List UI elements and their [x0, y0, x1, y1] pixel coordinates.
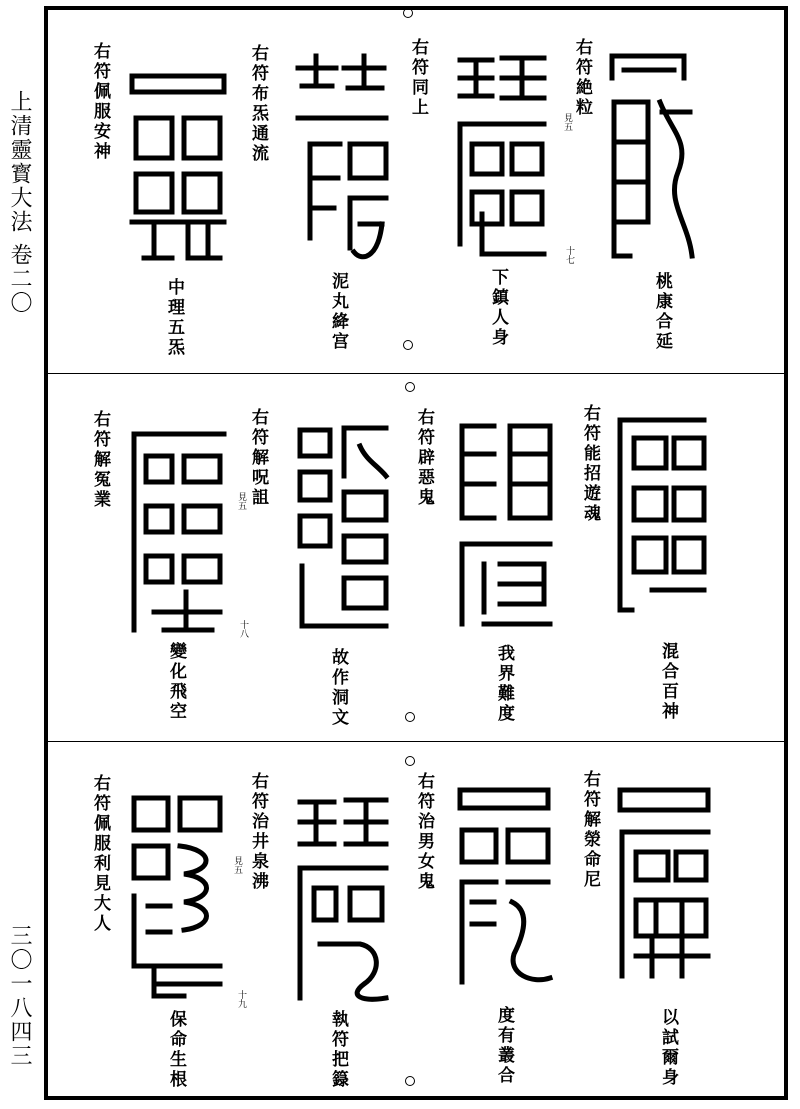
- desc-r1c1: 桃康合延: [652, 272, 672, 352]
- desc-r3c2: 度有叢合: [494, 1006, 514, 1086]
- caption-r3c1: 右符解滎命尼: [580, 770, 600, 890]
- talisman-7: [290, 416, 396, 634]
- caption-r1c3: 右符布炁通流: [248, 44, 268, 164]
- seal-circle-r3-top: [405, 756, 415, 766]
- seal-circle-r2-top: [405, 382, 415, 392]
- band-divider-1: [48, 373, 784, 374]
- desc-r3c3: 執符把籙: [328, 1010, 348, 1090]
- margin-page-number: 三〇一八四三: [7, 924, 32, 1068]
- caption-r2c3: 右符解呪詛: [248, 408, 268, 508]
- number-r3c3: 十九: [236, 990, 246, 1008]
- talisman-5: [612, 410, 712, 622]
- desc-r1c3: 泥丸絳宫: [328, 272, 348, 352]
- talisman-6: [454, 414, 558, 634]
- caption-r2c1: 右符能招遊魂: [580, 404, 600, 524]
- desc-r3c1: 以試爾身: [658, 1008, 678, 1088]
- caption-r3c2: 右符治男女鬼: [414, 772, 434, 892]
- talisman-1: [604, 42, 694, 264]
- desc-r3c4: 保命生根: [166, 1010, 186, 1090]
- margin-book-title: 上清靈寳大法 卷二〇: [7, 90, 32, 315]
- talisman-10: [452, 778, 558, 992]
- seal-circle-r1-top: [403, 8, 413, 18]
- caption-r3c3: 右符治井泉沸: [248, 772, 268, 892]
- seal-circle-r1-bottom: [403, 340, 413, 350]
- desc-r2c2: 我界難度: [494, 644, 514, 724]
- talisman-11: [290, 788, 396, 1010]
- desc-r2c4: 變化飛空: [166, 642, 186, 722]
- caption-r2c4: 右符解冤業: [90, 410, 110, 510]
- talisman-3: [290, 48, 392, 270]
- talisman-2: [452, 44, 552, 272]
- desc-r2c1: 混合百神: [658, 642, 678, 722]
- number-r2c3: 十八: [238, 620, 248, 638]
- note-r2c3: 見五: [236, 492, 246, 510]
- note-r1c1: 見五: [562, 113, 572, 131]
- talisman-8: [124, 422, 234, 638]
- number-r1c1: 十七: [564, 246, 574, 264]
- caption-r2c2: 右符辟惡鬼: [414, 408, 434, 508]
- desc-r1c4: 中理五炁: [164, 278, 184, 358]
- talisman-12: [124, 786, 234, 1004]
- note-r3c3: 見五: [232, 856, 242, 874]
- seal-circle-r2-bottom: [405, 712, 415, 722]
- talisman-4: [124, 62, 234, 272]
- talisman-9: [612, 776, 716, 986]
- seal-circle-r3-bottom: [405, 1076, 415, 1086]
- band-divider-2: [48, 741, 784, 742]
- caption-r3c4: 右符佩服利見大人: [90, 774, 110, 934]
- caption-r1c2: 右符同上: [408, 38, 428, 118]
- caption-r1c4: 右符佩服安神: [90, 42, 110, 162]
- desc-r1c2: 下鎮人身: [488, 268, 508, 348]
- desc-r2c3: 故作洞文: [328, 648, 348, 728]
- caption-r1c1: 右符絶粒: [572, 38, 592, 118]
